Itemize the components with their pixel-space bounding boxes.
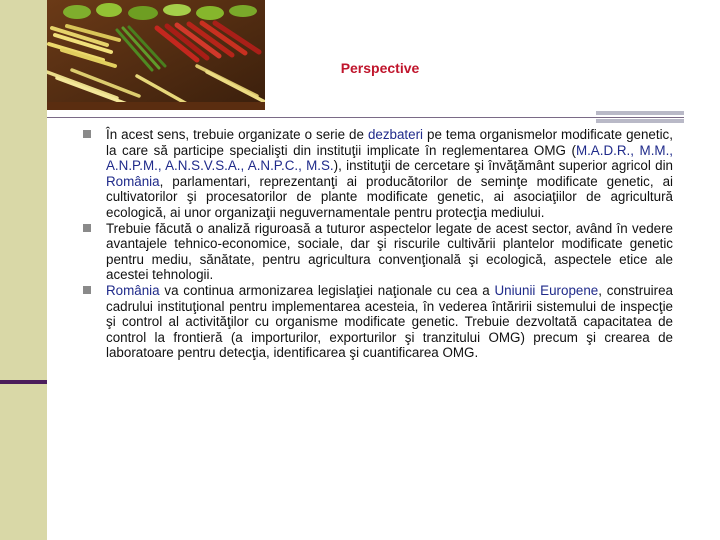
slide-title: Perspective: [340, 60, 420, 76]
bullet-text: va continua armonizarea legislaţiei naţionale cu cea a: [159, 282, 495, 298]
slide-body: [83, 127, 673, 361]
vegetables-beans-photo: [47, 0, 265, 110]
bullet-item: [83, 283, 673, 361]
bullet-item: [83, 221, 673, 283]
bullet-text: , construirea cadrului instituţional pentru implementarea acesteia, în vederea întăririi sistemului de inspecţie şi control al activităţilor cu organisme modificate genetic. Trebuie dezvoltată capacitatea de control la frontieră (a importurilor, exporturilor şi tranzitului OMG) precum şi crearea de laboratoare pentru detecţia, identificarea şi cuantificarea OMG.: [106, 282, 673, 361]
bullet-square-icon: [83, 224, 91, 232]
bullet-text: În acest sens, trebuie organizate o serie de: [106, 127, 368, 142]
bullet-text: Trebuie făcută o analiză riguroasă a tuturor aspectelor legate de acest sector, având în vedere avantajele tehnico-economice, sociale, dar şi riscurile cultivării plantelor modificate genetic pentru mediu, sănătate, pentru agricultura convenţională şi ecologică, aspectele etice ale acestei tehnologii.: [106, 220, 673, 283]
left-decorative-band: [0, 0, 47, 540]
bullet-item: [83, 127, 673, 221]
bullet-square-icon: [83, 130, 91, 138]
bullet-square-icon: [83, 286, 91, 294]
header-rule-bar-bottom: [596, 119, 684, 123]
highlighted-text: România: [106, 282, 160, 298]
highlighted-text: M.A.D.R., M.M., A.N.P.M., A.N.S.V.S.A., A.N.P.C., M.S.: [106, 142, 674, 174]
highlighted-text: dezbateri: [367, 127, 424, 142]
left-band-accent-line: [0, 380, 47, 384]
header-rule-line: [47, 117, 684, 118]
highlighted-text: România: [106, 173, 160, 189]
bullet-text: pe tema organismelor modificate genetic, la care să participe specialişti din instituţii implicate în reglementarea OMG (: [106, 127, 673, 158]
highlighted-text: Uniunii Europene: [494, 282, 599, 298]
bullet-text: ), instituţii de cercetare şi învăţământ superior agricol din: [333, 158, 673, 174]
bullet-text: , parlamentari, reprezentanţi ai producătorilor de seminţe modificate genetic, ai cultivatorilor şi procesatorilor de plante modificate genetic, ai asociaţiilor de agricultură ecologică, ai unor organizaţii neguvernamentale pentru protecţia mediului.: [106, 173, 673, 220]
header-rule-bar-top: [596, 111, 684, 115]
